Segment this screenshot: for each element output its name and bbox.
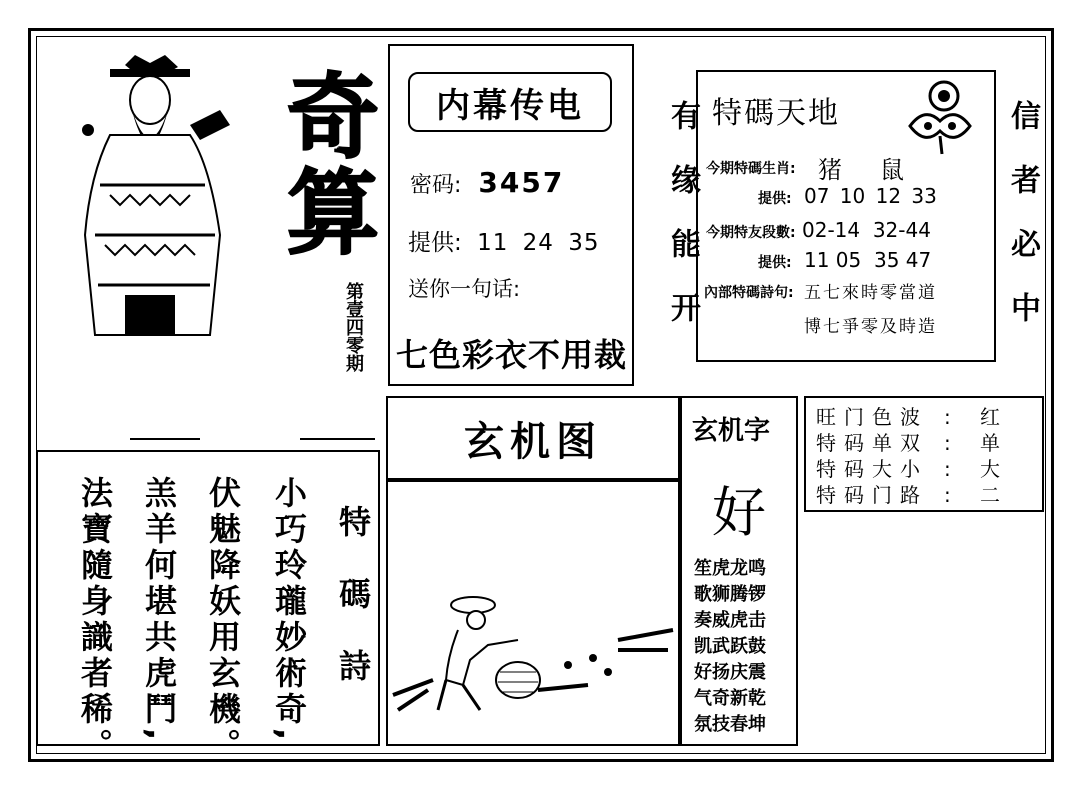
poem-column [266,476,306,752]
info-row [816,482,1032,508]
tema-provide2-label: 提供: [758,255,792,271]
xuanji-tu-title: 玄机图 [464,418,602,465]
poem-title [330,505,372,729]
neimu-provide-numbers: 11 24 35 [477,230,600,256]
xuanji-tu-title-box [386,396,680,480]
flower-icon [900,76,980,156]
xuanji-zi-poem-line: 奏威虎击 [694,610,766,631]
title-vertical [270,68,380,260]
issue-vertical-text: 第壹四零期 [343,282,364,372]
info-label: 旺门色波 [816,405,928,429]
zodiac-a: 猪 [818,156,842,184]
divider [130,438,200,440]
neimu-title-box [408,72,612,132]
info-value: 二 [980,483,1000,507]
info-row [816,430,1032,456]
right-vertical-text: 信者必中 [1005,100,1040,356]
tema-provide2-numbers: 11 05 35 47 [804,248,932,272]
poem-column-text: 小巧玲瓏妙術奇, [270,476,308,745]
password-value: 3457 [478,166,565,199]
right-vertical [1000,100,1040,364]
info-label: 特码单双 [816,431,928,455]
sentence-label: 送你一句话: [408,277,521,301]
title-vertical-text: 奇算 [272,68,379,260]
issue-vertical [338,282,368,377]
xuanji-zi-poem-line: 歌狮腾锣 [694,584,766,605]
tema-provide1-label: 提供: [758,191,792,207]
info-row [816,456,1032,482]
neimu-provide-row [408,224,599,257]
middle-vertical-text: 有缘能开 [665,100,700,356]
xuanji-zi-title: 玄机字 [692,416,771,446]
info-colon: : [944,483,951,507]
info-row [816,404,1032,430]
neimu-provide-label: 提供: [408,230,462,256]
xuanji-zi-char: 好 [712,481,766,544]
farmer-illustration [388,560,678,740]
poem-title-text: 特碼詩 [334,505,372,721]
poem-column-text: 法寶隨身識者稀。 [76,476,114,764]
divider [300,438,375,440]
poem-column-text: 伏魅降妖用玄機。 [204,476,242,764]
poem-column [136,476,176,752]
tema-title: 特碼天地 [712,96,840,131]
xuanji-zi-poem [694,556,766,738]
xuanji-zi-poem-line: 气奇新乾 [694,688,766,709]
poem-line-2: 博七爭零及時造 [804,317,937,337]
info-colon: : [944,405,951,429]
poem-column [200,476,240,772]
neimu-title: 内幕传电 [436,85,584,126]
password-row [410,166,564,199]
poem-column-text: 羔羊何堪共虎鬥, [140,476,178,745]
tema-provide1-numbers: 07 10 12 33 [804,184,937,208]
info-colon: : [944,431,951,455]
poem-label: 內部特碼詩句: [704,285,794,301]
segments-label: 今期特友段數: [706,225,796,241]
info-label: 特码大小 [816,457,928,481]
middle-vertical [648,100,700,381]
info-table [804,396,1044,512]
sentence-text: 七色彩衣不用裁 [396,336,628,374]
info-value: 大 [980,457,1000,481]
zodiac-b: 鼠 [880,156,904,184]
poem-column [72,476,112,772]
info-colon: : [944,457,951,481]
deity-figure-illustration [70,55,235,355]
password-label: 密码: [410,173,462,198]
poem-line-1: 五七來時零當道 [804,283,937,303]
info-label: 特码门路 [816,483,928,507]
info-value: 单 [980,431,1000,455]
zodiac-label: 今期特碼生肖: [706,161,796,177]
xuanji-zi-poem-line: 氛技春坤 [694,714,766,735]
xuanji-zi-poem-line: 好扬庆震 [694,662,766,683]
xuanji-zi-poem-line: 凯武跃鼓 [694,636,766,657]
xuanji-zi-poem-line: 笙虎龙鸣 [694,558,766,579]
segments-value: 02-14 32-44 [802,218,931,242]
info-value: 红 [980,405,1000,429]
